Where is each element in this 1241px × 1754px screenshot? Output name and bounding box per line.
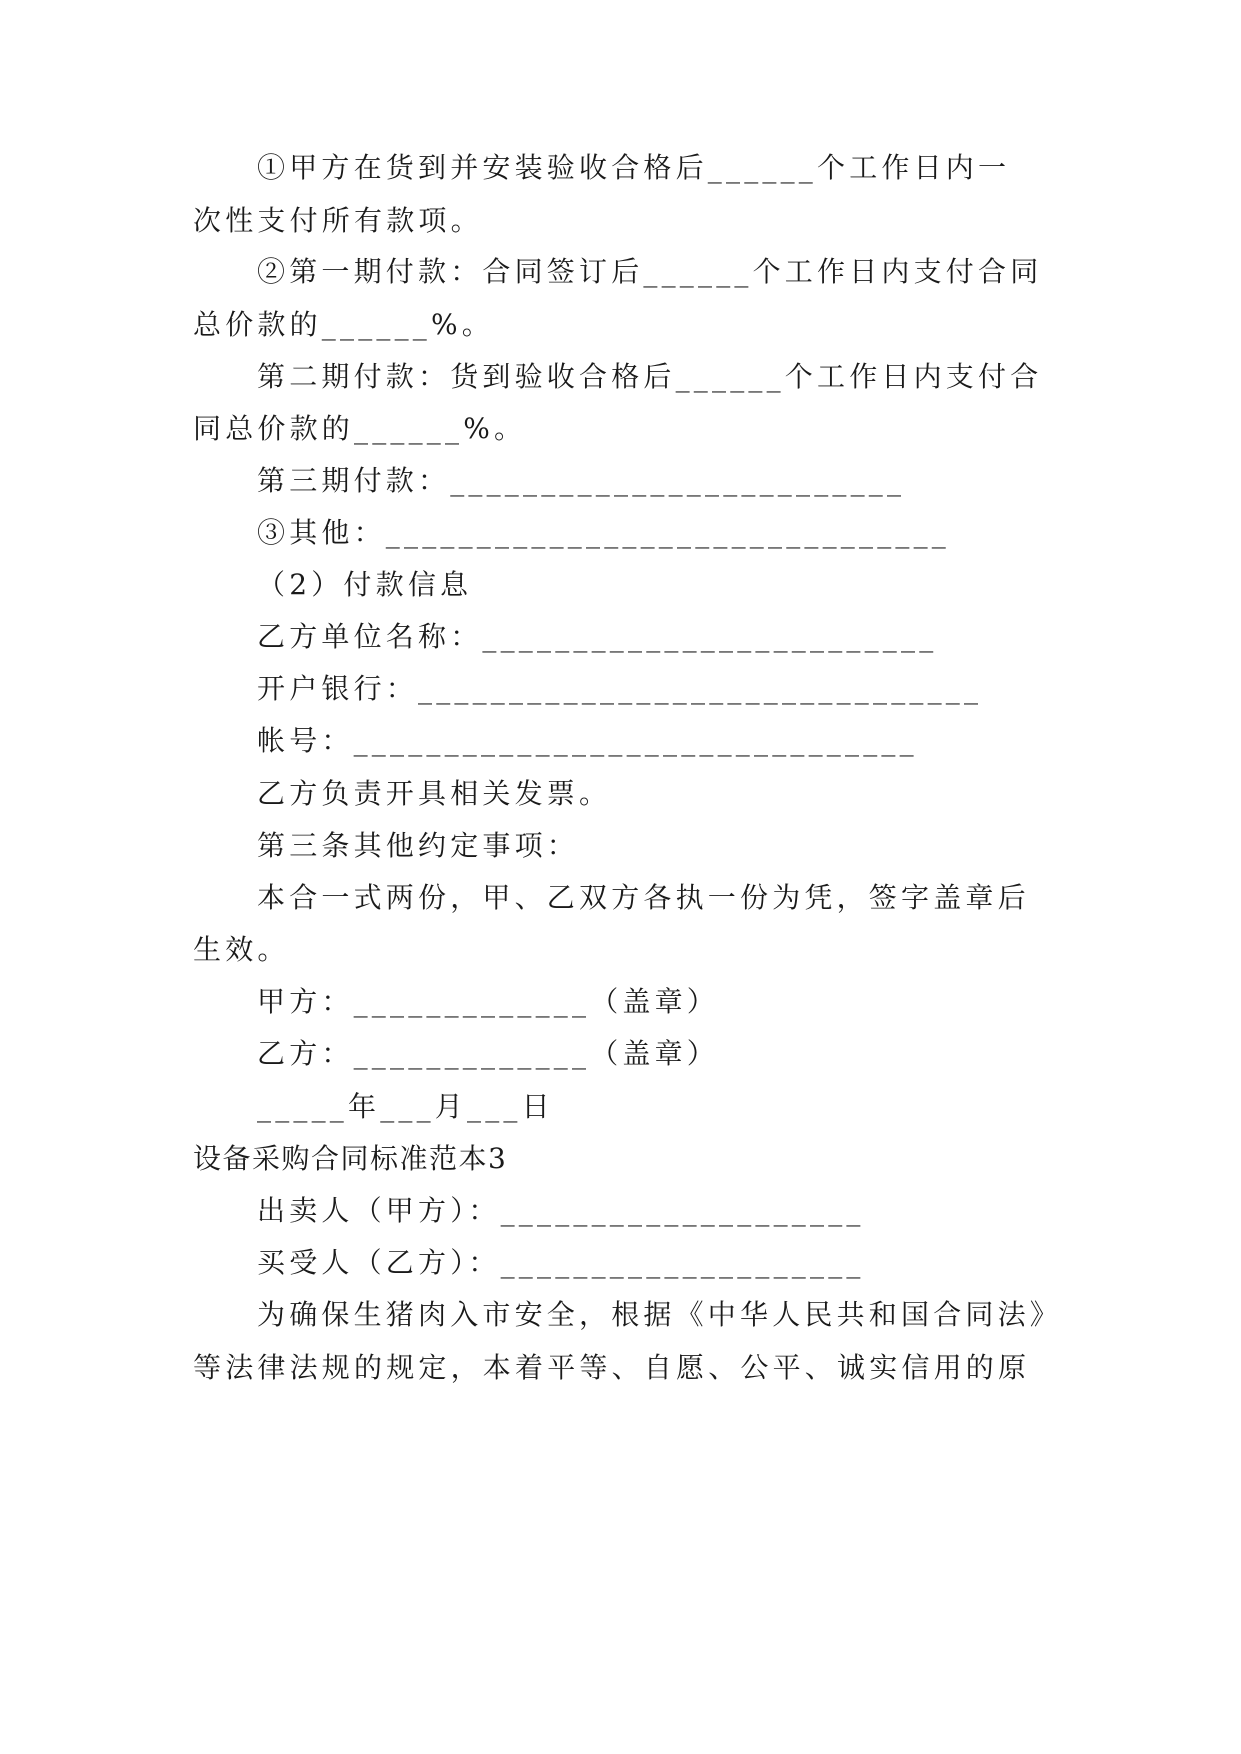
date-line: _____年___月___日 [257, 1090, 554, 1123]
section-heading: （2）付款信息 [257, 568, 473, 601]
paragraph-line: 等法律法规的规定，本着平等、自愿、公平、诚实信用的原 [193, 1351, 1031, 1384]
paragraph-line: 乙方单位名称：_________________________ [257, 620, 938, 653]
paragraph-line: 第三条其他约定事项： [257, 829, 580, 862]
paragraph-line: 生效。 [193, 933, 290, 966]
paragraph-line: 本合一式两份，甲、乙双方各执一份为凭，签字盖章后 [257, 881, 1030, 914]
paragraph-line: 为确保生猪肉入市安全，根据《中华人民共和国合同法》 [257, 1298, 1063, 1331]
paragraph-line: 总价款的______%。 [193, 308, 495, 341]
signature-line-party-a: 甲方：_____________（盖章） [257, 985, 720, 1018]
paragraph-line: 次性支付所有款项。 [193, 204, 483, 237]
buyer-line: 买受人（乙方）：____________________ [257, 1246, 865, 1279]
paragraph-line: 帐号：_______________________________ [257, 724, 918, 757]
paragraph-line: 同总价款的______%。 [193, 412, 527, 445]
paragraph-line: 乙方负责开具相关发票。 [257, 777, 612, 810]
document-title: 设备采购合同标准范本3 [193, 1142, 508, 1175]
signature-line-party-b: 乙方：_____________（盖章） [257, 1037, 720, 1070]
paragraph-line: ②第一期付款：合同签订后______个工作日内支付合同 [257, 255, 1043, 288]
paragraph-line: 第二期付款：货到验收合格后______个工作日内支付合 [257, 360, 1043, 393]
paragraph-line: 第三期付款：_________________________ [257, 464, 906, 497]
paragraph-line: ①甲方在货到并安装验收合格后______个工作日内一 [257, 151, 1011, 184]
paragraph-line: 开户银行：_______________________________ [257, 672, 983, 705]
seller-line: 出卖人（甲方）：____________________ [257, 1194, 865, 1227]
paragraph-line: ③其他：_______________________________ [257, 516, 951, 549]
